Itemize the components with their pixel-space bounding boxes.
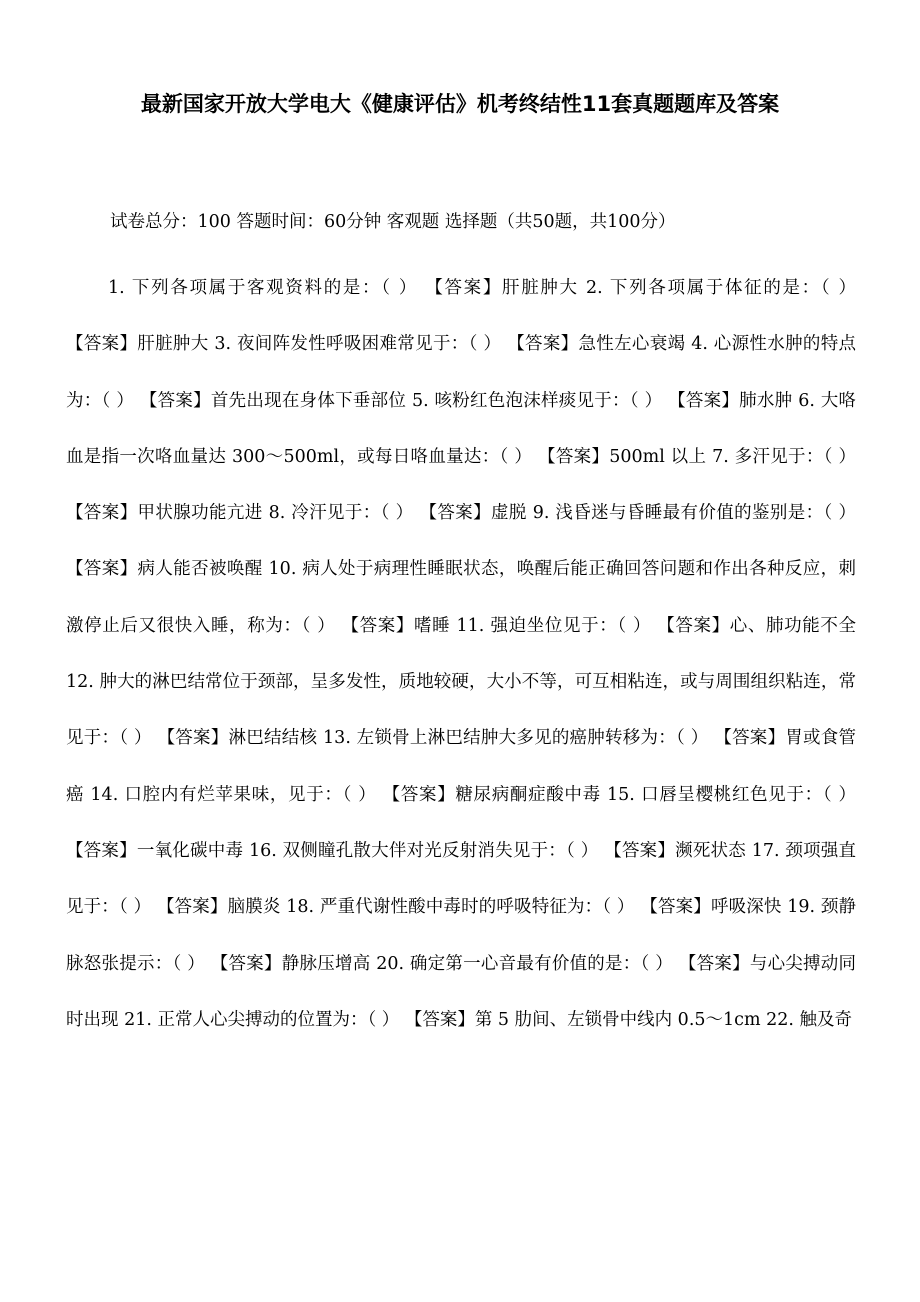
question-item: 12. 肿大的淋巴结常位于颈部，呈多发性，质地较硬，大小不等，可互相粘连，或与周围组织粘连，常见于：（ ） 【答案】淋巴结结核 xyxy=(66,672,856,749)
question-item: 3. 夜间阵发性呼吸困难常见于：（ ） 【答案】急性左心衰竭 xyxy=(214,334,692,355)
question-item: 21. 正常人心尖搏动的位置为：（ ） 【答案】第 5 肋间、左锁骨中线内 0.5～1cm xyxy=(124,1009,767,1030)
question-item: 1. 下列各项属于客观资料的是：（ ） 【答案】肝脏肿大 xyxy=(108,278,586,298)
question-item: 19. 颈静脉怒张提示：（ ） 【答案】静脉压增高 xyxy=(66,897,856,974)
question-item: 4. 心源性水肿的特点为：（ ） 【答案】首先出现在身体下垂部位 xyxy=(66,334,857,411)
question-item: 8. 冷汗见于：（ ） 【答案】虚脱 xyxy=(268,503,533,524)
question-item: 11. 强迫坐位见于：（ ） 【答案】心、肺功能不全 xyxy=(456,615,857,636)
question-item: 7. 多汗见于：（ ） 【答案】甲状腺功能亢进 xyxy=(66,446,857,524)
question-item: 2. 下列各项属于体征的是：（ ） 【答案】肝脏肿大 xyxy=(66,278,857,355)
document-title: 最新国家开放大学电大《健康评估》机考终结性11套真题题库及答案 xyxy=(140,92,780,116)
question-item: 10. 病人处于病理性睡眠状态，唤醒后能正确回答问题和作出各种反应，刺激停止后又很快入睡，称为：（ ） 【答案】嗜睡 xyxy=(66,559,856,636)
question-item: 14. 口腔内有烂苹果味，见于：（ ） 【答案】糖尿病酮症酸中毒 xyxy=(90,784,608,805)
question-list xyxy=(66,260,856,1048)
question-item: 17. 颈项强直见于：（ ） 【答案】脑膜炎 xyxy=(66,840,857,918)
question-item: 6. 大咯血是指一次咯血量达 300～500ml，或每日咯血量达：（ ） 【答案】500ml 以上 xyxy=(66,390,856,467)
exam-summary: 试卷总分：100 答题时间：60分钟 客观题 选择题（共50题，共100分） xyxy=(110,212,676,232)
question-item: 20. 确定第一心音最有价值的是：（ ） 【答案】与心尖搏动同时出现 xyxy=(66,953,857,1030)
question-item: 15. 口唇呈樱桃红色见于：（ ） 【答案】一氧化碳中毒 xyxy=(66,784,856,861)
question-item: 9. 浅昏迷与昏睡最有价值的鉴别是：（ ） 【答案】病人能否被唤醒 xyxy=(66,503,857,580)
question-item: 5. 咳粉红色泡沫样痰见于：（ ） 【答案】肺水肿 xyxy=(411,390,799,411)
question-item: 18. 严重代谢性酸中毒时的呼吸特征为：（ ） 【答案】呼吸深快 xyxy=(286,897,788,918)
question-item: 13. 左锁骨上淋巴结肿大多见的癌肿转移为：（ ） 【答案】胃或食管癌 xyxy=(66,728,857,805)
question-item: 16. 双侧瞳孔散大伴对光反射消失见于：（ ） 【答案】濒死状态 xyxy=(248,840,752,861)
question-item: 22. 触及奇 xyxy=(766,1009,853,1030)
